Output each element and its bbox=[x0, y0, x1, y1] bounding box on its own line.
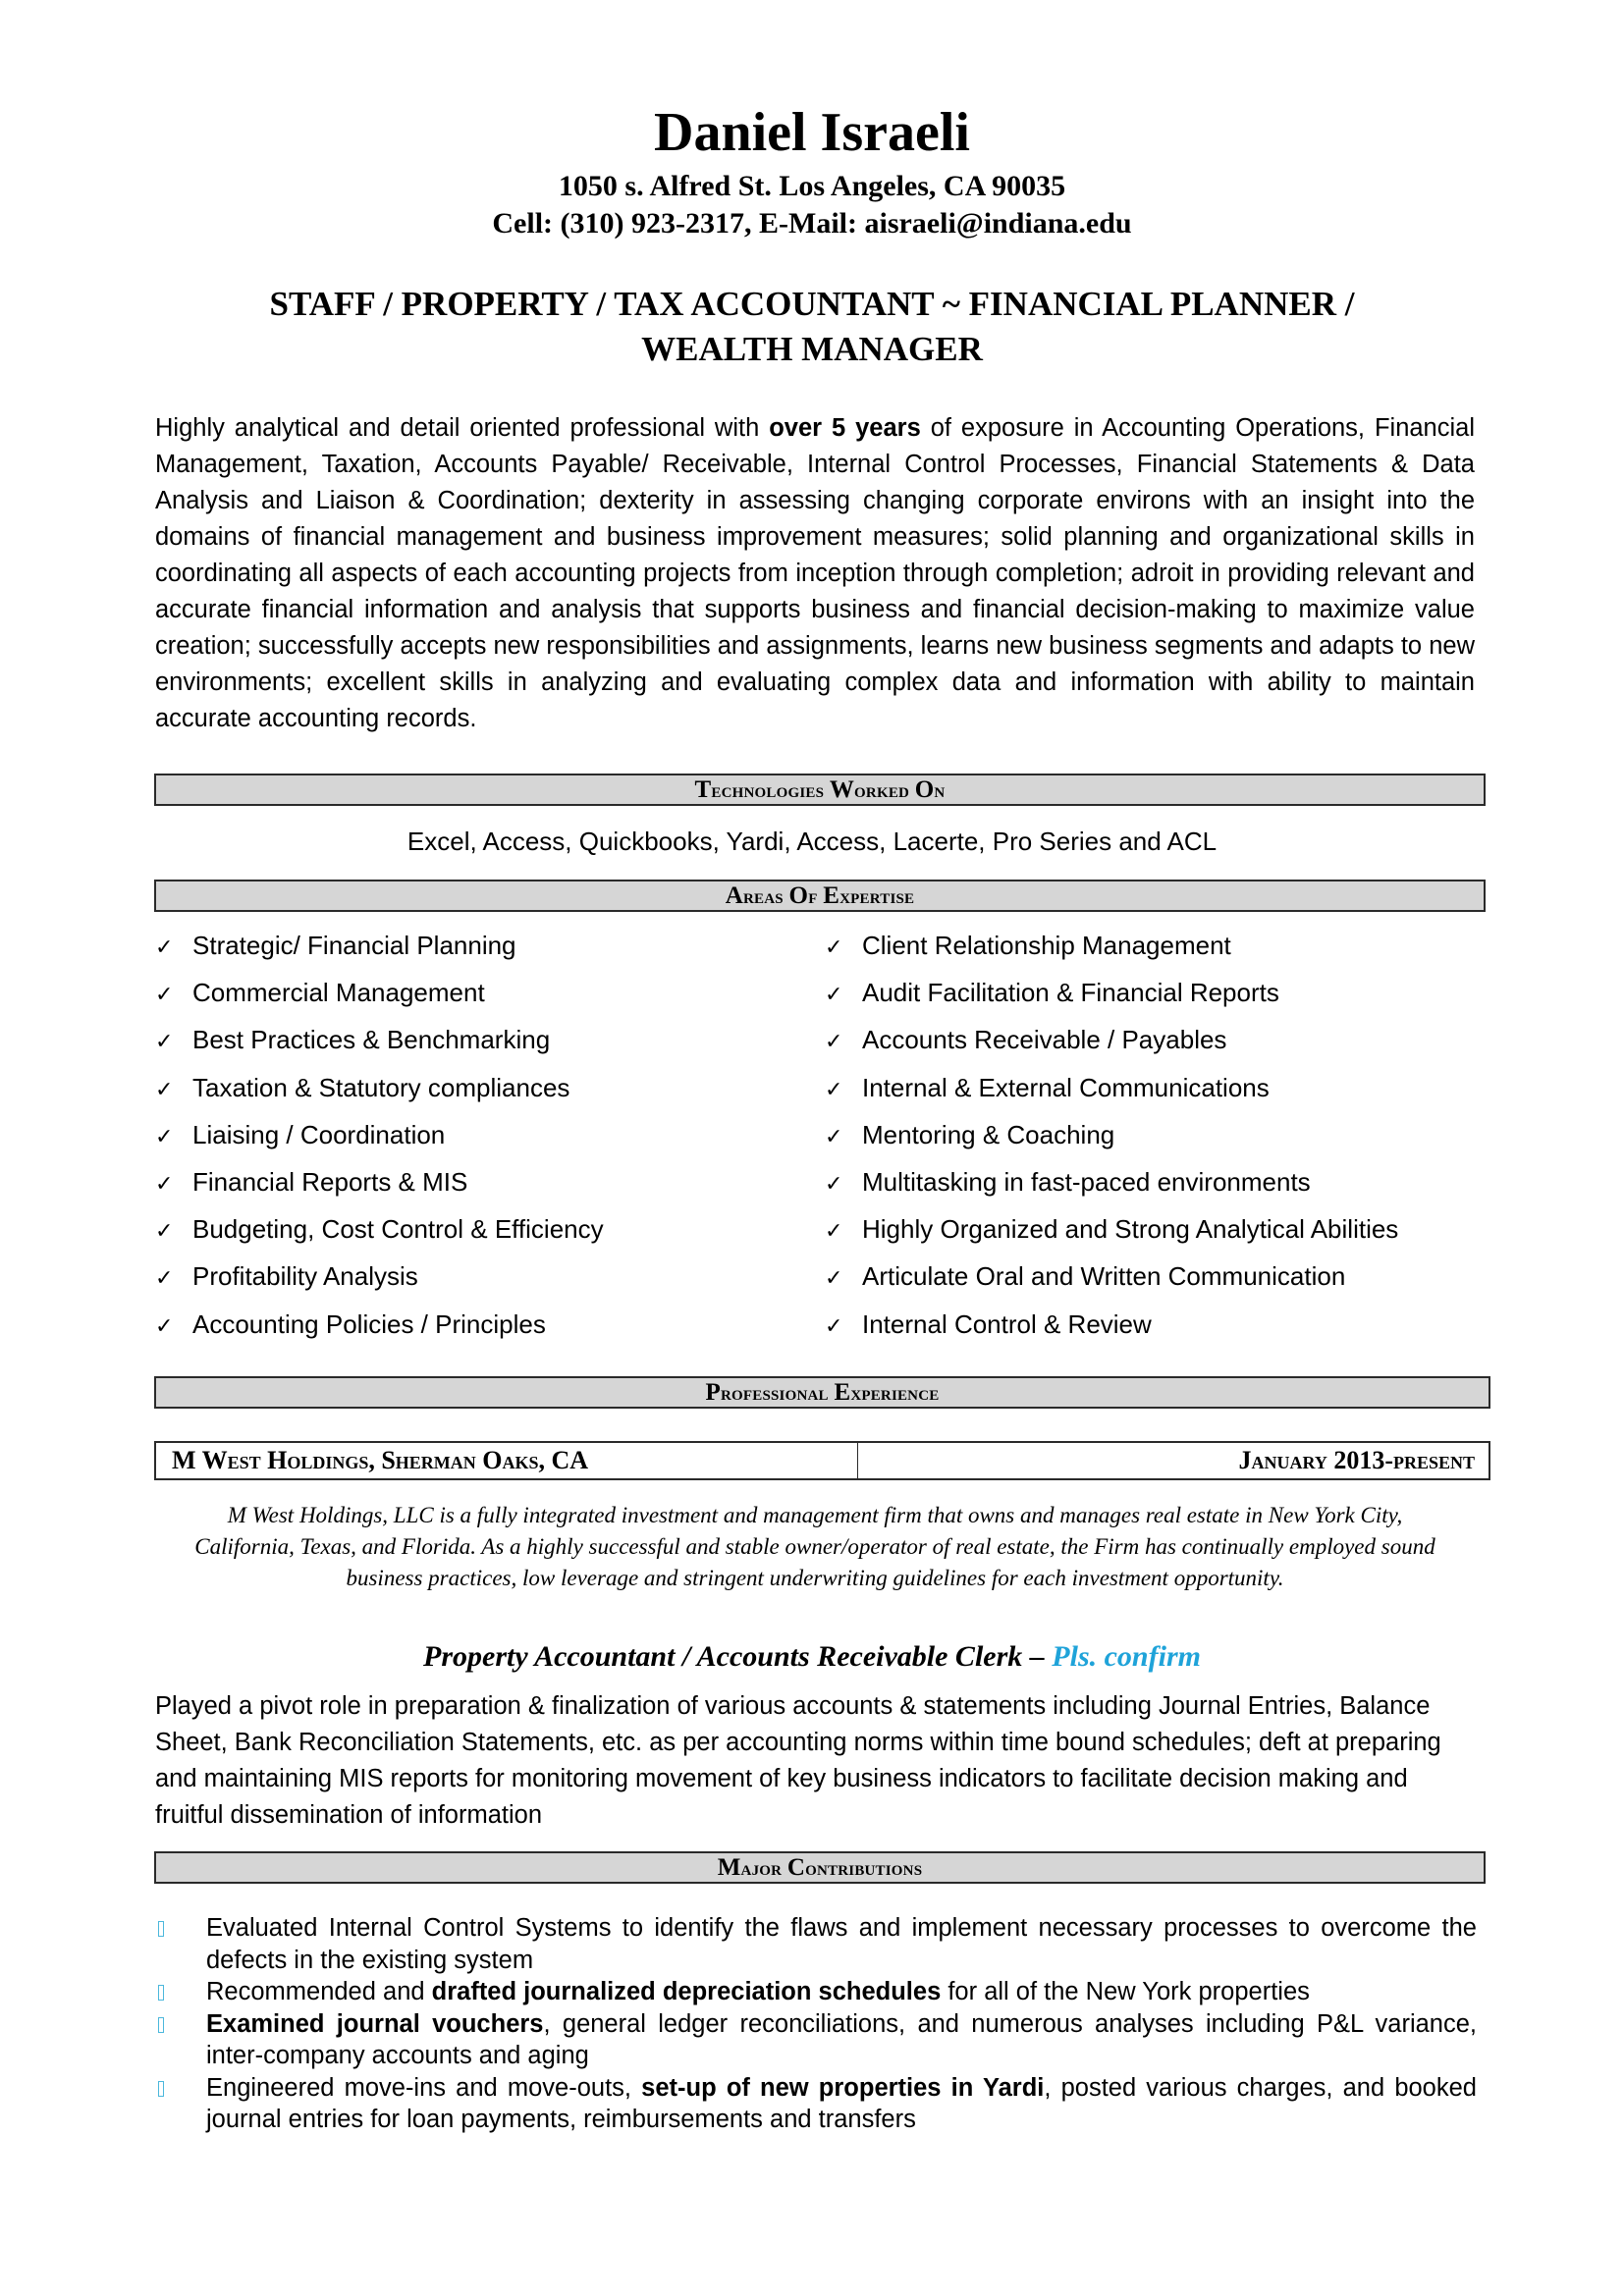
contributions-list bbox=[155, 1912, 1477, 2136]
expertise-label: Strategic/ Financial Planning bbox=[192, 931, 516, 960]
expertise-label: Liaising / Coordination bbox=[192, 1119, 446, 1149]
section-header-expertise bbox=[154, 880, 1486, 912]
expertise-label: Articulate Oral and Written Communication bbox=[862, 1261, 1346, 1292]
summary-text-rest: of exposure in Accounting Operations, Financial Management, Taxation, Accounts Payable/ Receivable, Internal Control Processes, Financial Statements & Data Analysis and Liaison & Coordination; dexterity in assessing changing corporate environs with an insight into the domains of financial management and business improvement measures; solid planning and organizational skills in coordinating all aspects of each accounting projects from inception through completion; adroit in providing relevant and accurate financial information and analysis that supports business and financial decision-making to maximize value creation; successfully accepts new responsibilities and assignments, learns new business segments and adapts to new environments; excellent skills in analyzing and evaluating complex data and information with ability to maintain accurate accounting records. bbox=[155, 414, 1476, 732]
bullet-icon bbox=[158, 1921, 164, 1937]
expertise-label: Commercial Management bbox=[192, 978, 485, 1008]
checkmark-icon: ✓ bbox=[155, 983, 174, 1008]
technologies-list: Excel, Access, Quickbooks, Yardi, Access, Lacerte, Pro Series and ACL bbox=[406, 827, 1218, 856]
contribution-item bbox=[155, 1912, 1477, 1976]
candidate-name: Daniel Israeli bbox=[654, 102, 970, 163]
summary-text-start: Highly analytical and detail oriented professional with bbox=[155, 414, 770, 442]
expertise-item bbox=[825, 926, 1398, 973]
checkmark-icon: ✓ bbox=[155, 1266, 174, 1292]
employer-row bbox=[154, 1441, 1490, 1480]
checkmark-icon: ✓ bbox=[825, 1266, 843, 1292]
checkmark-icon: ✓ bbox=[155, 1313, 174, 1339]
contribution-text: for all of the New York properties bbox=[941, 1978, 1310, 2005]
expertise-item bbox=[155, 1256, 604, 1304]
expertise-label: Multitasking in fast-paced environments bbox=[862, 1166, 1311, 1197]
section-title: Professional Experience bbox=[705, 1379, 940, 1406]
bullet-icon bbox=[158, 2017, 164, 2033]
contact-info: Cell: (310) 923-2317, E-Mail: aisraeli@indiana.edu bbox=[492, 207, 1132, 240]
contribution-text: Evaluated Internal Control Systems to identify the flaws and implement necessary processes to overcome the defects in the existing system bbox=[206, 1914, 1477, 1974]
expertise-item bbox=[155, 1115, 604, 1162]
section-title: Major Contributions bbox=[717, 1854, 923, 1881]
expertise-label: Internal & External Communications bbox=[862, 1072, 1270, 1102]
expertise-column-left bbox=[155, 926, 604, 1352]
expertise-label: Mentoring & Coaching bbox=[862, 1119, 1115, 1149]
checkmark-icon: ✓ bbox=[825, 1124, 843, 1149]
contribution-highlight: Examined journal vouchers bbox=[206, 2009, 544, 2038]
employment-dates: January 2013-present bbox=[1238, 1446, 1475, 1474]
checkmark-icon: ✓ bbox=[825, 983, 843, 1008]
checkmark-icon: ✓ bbox=[825, 935, 843, 960]
contribution-text: , general ledger reconciliations, and numerous analyses including P&L variance, inter-company accounts and aging bbox=[206, 2009, 1477, 2069]
expertise-label: Accounts Receivable / Payables bbox=[862, 1025, 1227, 1055]
expertise-label: Best Practices & Benchmarking bbox=[192, 1025, 551, 1055]
expertise-label: Accounting Policies / Principles bbox=[192, 1308, 546, 1339]
checkmark-icon: ✓ bbox=[155, 1171, 174, 1197]
contribution-text: Engineered move-ins and move-outs, bbox=[206, 2073, 642, 2102]
bullet-icon bbox=[158, 1985, 164, 2001]
expertise-column-right bbox=[825, 926, 1398, 1352]
company-description: M West Holdings, LLC is a fully integrated investment and management firm that owns and manages real estate in New York City, California, Texas, and Florida. As a highly successful and stable owner/operator of real estate, the Firm has continually employed sound business practices, low leverage and stringent underwriting guidelines for each investment opportunity. bbox=[194, 1503, 1435, 1590]
expertise-label: Audit Facilitation & Financial Reports bbox=[862, 978, 1279, 1008]
expertise-label: Budgeting, Cost Control & Efficiency bbox=[192, 1214, 604, 1245]
employer-name: M West Holdings, Sherman Oaks, CA bbox=[156, 1443, 858, 1478]
expertise-item bbox=[825, 1115, 1398, 1162]
contribution-highlight: drafted journalized depreciation schedules bbox=[431, 1978, 942, 2005]
section-header-technologies bbox=[154, 774, 1486, 806]
expertise-item bbox=[155, 973, 604, 1020]
contribution-highlight: set-up of new properties in Yardi bbox=[641, 2073, 1045, 2102]
checkmark-icon: ✓ bbox=[825, 1030, 843, 1055]
job-title-text: Property Accountant / Accounts Receivable Clerk – bbox=[423, 1640, 1053, 1673]
checkmark-icon: ✓ bbox=[825, 1219, 843, 1245]
contribution-text: Recommended and bbox=[206, 1978, 432, 2005]
headline-line-1: STAFF / PROPERTY / TAX ACCOUNTANT ~ FINANCIAL PLANNER / bbox=[269, 285, 1355, 323]
summary-highlight: over 5 years bbox=[769, 414, 921, 442]
contribution-item bbox=[155, 2008, 1477, 2072]
expertise-item bbox=[825, 1020, 1398, 1067]
section-title: Technologies Worked On bbox=[694, 776, 946, 803]
professional-summary bbox=[155, 410, 1475, 737]
address: 1050 s. Alfred St. Los Angeles, CA 90035 bbox=[558, 170, 1066, 202]
checkmark-icon: ✓ bbox=[155, 1219, 174, 1245]
headline-line-2: WEALTH MANAGER bbox=[641, 330, 983, 368]
expertise-label: Taxation & Statutory compliances bbox=[192, 1072, 570, 1102]
expertise-label: Internal Control & Review bbox=[862, 1308, 1152, 1339]
job-title bbox=[0, 1637, 1624, 1677]
contribution-text: , posted various charges, and booked journal entries for loan payments, reimbursements and transfers bbox=[206, 2073, 1477, 2133]
checkmark-icon: ✓ bbox=[155, 1124, 174, 1149]
checkmark-icon: ✓ bbox=[825, 1171, 843, 1197]
expertise-item bbox=[155, 1162, 604, 1209]
expertise-item bbox=[155, 1020, 604, 1067]
expertise-label: Profitability Analysis bbox=[192, 1261, 418, 1292]
expertise-item bbox=[825, 1256, 1398, 1304]
checkmark-icon: ✓ bbox=[155, 1077, 174, 1102]
expertise-item bbox=[825, 1209, 1398, 1256]
contribution-item bbox=[155, 2072, 1477, 2136]
expertise-item bbox=[825, 1162, 1398, 1209]
contribution-item bbox=[155, 1976, 1477, 2008]
section-title: Areas Of Expertise bbox=[725, 882, 915, 909]
bullet-icon bbox=[158, 2081, 164, 2097]
expertise-label: Financial Reports & MIS bbox=[192, 1166, 468, 1197]
expertise-item bbox=[825, 1305, 1398, 1352]
expertise-item bbox=[155, 1209, 604, 1256]
expertise-item bbox=[155, 1068, 604, 1115]
expertise-item bbox=[825, 1068, 1398, 1115]
expertise-item bbox=[155, 1305, 604, 1352]
section-header-contributions bbox=[154, 1851, 1486, 1884]
professional-headline bbox=[177, 282, 1447, 372]
expertise-item bbox=[825, 973, 1398, 1020]
job-description: Played a pivot role in preparation & finalization of various accounts & statements including Journal Entries, Balance Sheet, Bank Reconciliation Statements, etc. as per accounting norms within time bound schedules; deft at preparing and maintaining MIS reports for monitoring movement of key business indicators to facilitate decision making and fruitful dissemination of information bbox=[155, 1692, 1441, 1829]
checkmark-icon: ✓ bbox=[155, 1030, 174, 1055]
checkmark-icon: ✓ bbox=[825, 1313, 843, 1339]
job-title-note: Pls. confirm bbox=[1052, 1640, 1201, 1673]
checkmark-icon: ✓ bbox=[825, 1077, 843, 1102]
section-header-experience bbox=[154, 1376, 1490, 1409]
expertise-item bbox=[155, 926, 604, 973]
expertise-label: Client Relationship Management bbox=[862, 931, 1231, 960]
expertise-label: Highly Organized and Strong Analytical Abilities bbox=[862, 1214, 1399, 1245]
checkmark-icon: ✓ bbox=[155, 935, 174, 960]
